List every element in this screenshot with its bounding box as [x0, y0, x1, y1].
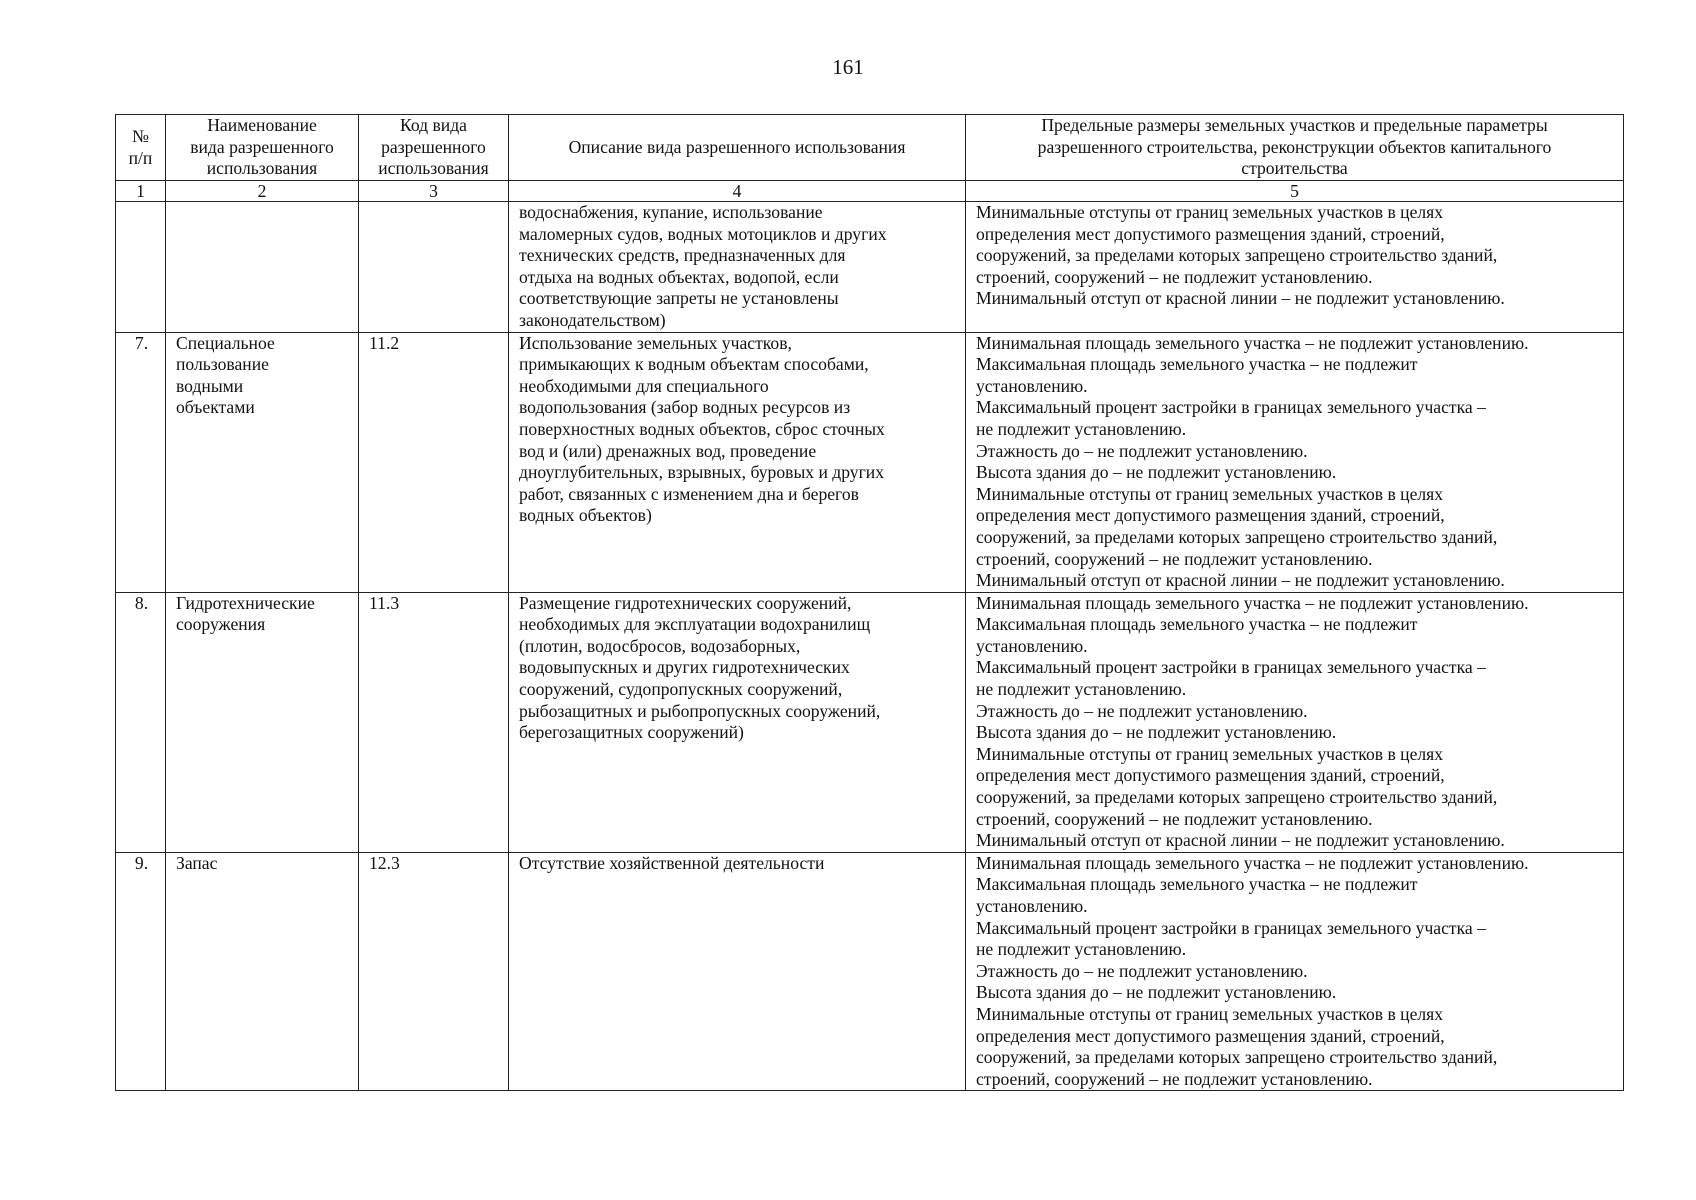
text-line: водоснабжения, купание, использование — [519, 202, 823, 222]
text-line: Минимальная площадь земельного участка – не подлежит установлению. — [976, 332, 1529, 353]
text-line: сооружений, за пределами которых запрещено строительство зданий, — [976, 245, 1498, 266]
table-row — [116, 332, 1624, 592]
text-line: берегозащитных сооружений) — [519, 722, 744, 743]
text-line: Минимальные отступы от границ земельных участков в целях — [976, 202, 1444, 222]
text-line: пользование — [176, 354, 269, 375]
text-line: маломерных судов, водных мотоциклов и других — [519, 223, 887, 244]
text-line: Использование земельных участков, — [519, 332, 792, 353]
page-number: 161 — [832, 55, 864, 79]
text-line: Минимальный отступ от красной линии – не подлежит установлению. — [976, 570, 1505, 591]
text-line: строительства — [1241, 158, 1348, 179]
column-number: 3 — [359, 181, 509, 202]
text-line: отдыха на водных объектах, водопой, если — [519, 266, 839, 287]
text-line: не подлежит установлению. — [976, 939, 1187, 960]
table-row — [116, 202, 1624, 333]
text-line: Минимальный отступ от красной линии – не подлежит установлению. — [976, 288, 1505, 309]
text-line: сооружений, судопропускных сооружений, — [519, 679, 843, 700]
text-line: Максимальный процент застройки в границах земельного участка – — [976, 657, 1486, 678]
text-line: водными — [176, 375, 244, 396]
text-line: разрешенного — [381, 136, 486, 157]
use-name — [166, 202, 359, 333]
text-line: примыкающих к водным объектам способами, — [519, 354, 869, 375]
row-number: 9. — [116, 852, 166, 1091]
column-number: 4 — [509, 181, 966, 202]
use-code: 11.3 — [359, 592, 509, 852]
text-line: соответствующие запреты не установлены — [519, 288, 839, 309]
text-line: Высота здания до – не подлежит установлению. — [976, 982, 1337, 1003]
use-limits — [966, 852, 1624, 1091]
text-line: сооружения — [176, 614, 266, 635]
text-line: разрешенного строительства, реконструкции объектов капитального — [1037, 136, 1552, 157]
text-line: Минимальный отступ от красной линии – не подлежит установлению. — [976, 830, 1505, 851]
use-name — [166, 592, 359, 852]
header-number — [116, 115, 166, 181]
text-line: Максимальный процент застройки в границах земельного участка – — [976, 917, 1486, 938]
use-name — [166, 852, 359, 1091]
text-line: Этажность до – не подлежит установлению. — [976, 700, 1308, 721]
text-line: водных объектов) — [519, 505, 652, 526]
header-use-code — [359, 115, 509, 181]
text-line: (плотин, водосбросов, водозаборных, — [519, 635, 801, 656]
header-row — [116, 115, 1624, 181]
table-row — [116, 592, 1624, 852]
text-line: Описание вида разрешенного использования — [568, 136, 906, 157]
text-line: Этажность до – не подлежит установлению. — [976, 440, 1308, 461]
row-number: 8. — [116, 592, 166, 852]
use-limits — [966, 332, 1624, 592]
text-line: установлению. — [976, 896, 1088, 916]
text-line: определения мест допустимого размещения зданий, строений, — [976, 505, 1445, 526]
text-line: Максимальная площадь земельного участка – не подлежит — [976, 354, 1418, 375]
column-number: 1 — [116, 181, 166, 202]
text-line: поверхностных водных объектов, сброс сточных — [519, 418, 885, 439]
text-line: вида разрешенного — [190, 136, 334, 157]
text-line: водовыпускных и других гидротехнических — [519, 657, 850, 678]
text-line: определения мест допустимого размещения зданий, строений, — [976, 765, 1445, 786]
text-line: Минимальные отступы от границ земельных участков в целях — [976, 483, 1444, 504]
text-line: Специальное — [176, 332, 275, 353]
text-line: необходимых для эксплуатации водохранилищ — [519, 614, 871, 635]
text-line: Минимальная площадь земельного участка – не подлежит установлению. — [976, 592, 1529, 613]
text-line: Высота здания до – не подлежит установлению. — [976, 462, 1337, 483]
text-line: Наименование — [207, 115, 317, 136]
text-line: Гидротехнические — [176, 592, 315, 613]
table-row — [116, 852, 1624, 1091]
text-line: сооружений, за пределами которых запрещено строительство зданий, — [976, 787, 1498, 808]
use-limits — [966, 202, 1624, 333]
header-limits — [966, 115, 1624, 181]
row-number — [116, 202, 166, 333]
use-description — [509, 592, 966, 852]
use-code: 11.2 — [359, 332, 509, 592]
text-line: сооружений, за пределами которых запрещено строительство зданий, — [976, 1047, 1498, 1068]
text-line: строений, сооружений – не подлежит установлению. — [976, 808, 1373, 829]
use-description — [509, 202, 966, 333]
text-line: законодательством) — [519, 309, 666, 330]
text-line: Минимальные отступы от границ земельных участков в целях — [976, 743, 1444, 764]
text-line: Максимальная площадь земельного участка – не подлежит — [976, 874, 1418, 895]
use-description — [509, 852, 966, 1091]
text-line: объектами — [176, 397, 255, 418]
text-line: Код вида — [400, 115, 467, 136]
column-numbers-row — [116, 181, 1624, 202]
text-line: водопользования (забор водных ресурсов из — [519, 397, 851, 418]
column-number: 5 — [966, 181, 1624, 202]
text-line: установлению. — [976, 375, 1088, 396]
use-name — [166, 332, 359, 592]
text-line: Отсутствие хозяйственной деятельности — [519, 852, 825, 873]
text-line: вод и (или) дренажных вод, проведение — [519, 440, 817, 461]
use-description — [509, 332, 966, 592]
text-line: строений, сооружений – не подлежит установлению. — [976, 548, 1373, 569]
text-line: сооружений, за пределами которых запрещено строительство зданий, — [976, 526, 1498, 547]
text-line: Высота здания до – не подлежит установлению. — [976, 722, 1337, 743]
text-line: определения мест допустимого размещения зданий, строений, — [976, 1025, 1445, 1046]
text-line: использования — [378, 158, 489, 179]
text-line: рыбозащитных и рыбопропускных сооружений, — [519, 700, 881, 721]
text-line: Минимальная площадь земельного участка – не подлежит установлению. — [976, 852, 1529, 873]
text-line: использования — [206, 158, 318, 179]
header-use-name — [166, 115, 359, 181]
land-use-table — [115, 114, 1624, 1091]
text-line: Размещение гидротехнических сооружений, — [519, 592, 852, 613]
text-line: строений, сооружений – не подлежит установлению. — [976, 1068, 1373, 1089]
text-line: необходимыми для специального — [519, 375, 769, 396]
text-line: № — [132, 125, 149, 146]
text-line: Предельные размеры земельных участков и предельные параметры — [1041, 115, 1548, 136]
text-line: Этажность до – не подлежит установлению. — [976, 960, 1308, 981]
text-line: определения мест допустимого размещения зданий, строений, — [976, 223, 1445, 244]
column-number: 2 — [166, 181, 359, 202]
text-line: п/п — [128, 147, 153, 168]
text-line: установлению. — [976, 635, 1088, 656]
use-limits — [966, 592, 1624, 852]
header-description — [509, 115, 966, 181]
text-line: не подлежит установлению. — [976, 679, 1187, 700]
text-line: дноуглубительных, взрывных, буровых и других — [519, 462, 885, 483]
text-line: работ, связанных с изменением дна и берегов — [519, 483, 859, 504]
use-code: 12.3 — [359, 852, 509, 1091]
text-line: Максимальный процент застройки в границах земельного участка – — [976, 397, 1486, 418]
text-line: строений, сооружений – не подлежит установлению. — [976, 266, 1373, 287]
text-line: не подлежит установлению. — [976, 418, 1187, 439]
text-line: Минимальные отступы от границ земельных участков в целях — [976, 1003, 1444, 1024]
text-line: Максимальная площадь земельного участка – не подлежит — [976, 614, 1418, 635]
text-line: Запас — [176, 852, 218, 873]
use-code — [359, 202, 509, 333]
text-line: технических средств, предназначенных для — [519, 245, 846, 266]
row-number: 7. — [116, 332, 166, 592]
